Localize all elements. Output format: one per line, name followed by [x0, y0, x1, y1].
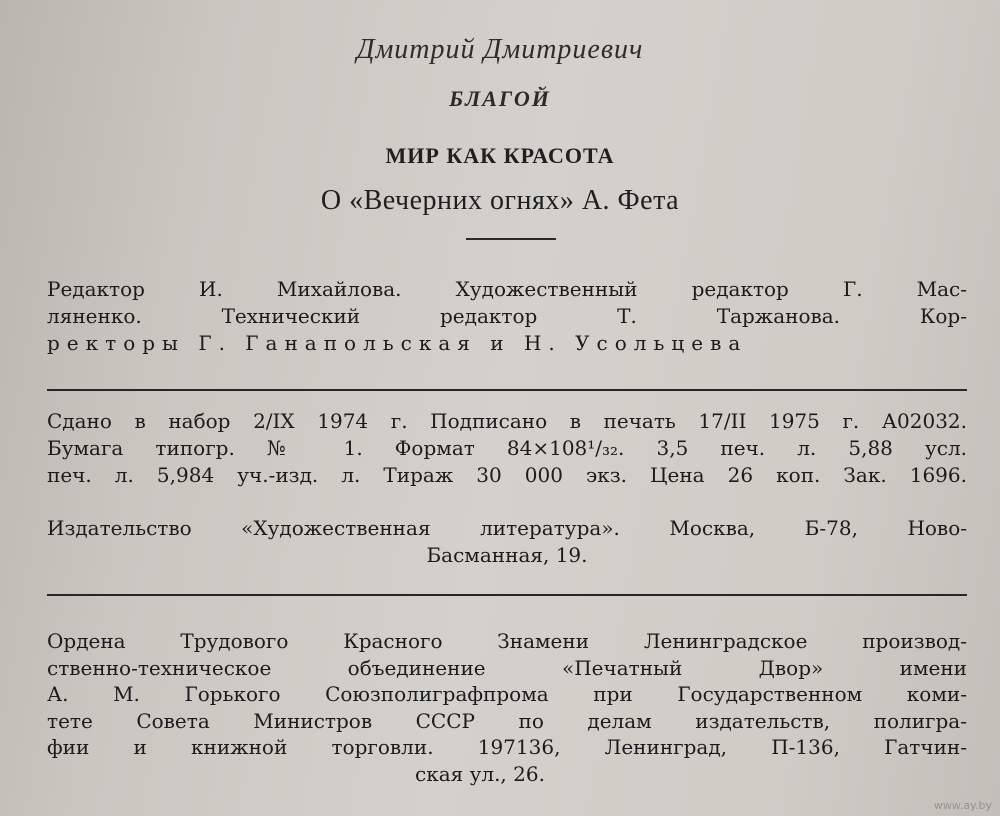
- watermark: www.ay.by: [933, 799, 992, 812]
- publisher-line: Издательство «Художественная литература». Москва, Б-78, Ново-: [47, 516, 967, 540]
- credits-line: ляненко. Технический редактор Т. Таржанова. Кор-: [47, 304, 967, 328]
- print-info-block: [47, 408, 967, 489]
- credits-line: ректоры Г. Ганапольская и Н. Усольцева: [47, 331, 748, 355]
- section-divider: [47, 594, 967, 596]
- author-surname: БЛАГОЙ: [449, 86, 551, 111]
- title-divider: [466, 238, 556, 240]
- author-name: Дмитрий Дмитриевич: [356, 34, 644, 65]
- section-divider: [47, 389, 967, 391]
- printer-line: фии и книжной торговли. 197136, Ленинград, П-136, Гатчин-: [47, 735, 967, 759]
- printer-line: ственно-техническое объединение «Печатный Двор» имени: [47, 655, 967, 680]
- book-title: МИР КАК КРАСОТА: [385, 143, 615, 168]
- printer-line: ская ул., 26.: [415, 761, 545, 786]
- printer-block: [47, 628, 967, 787]
- print-info-line: Сдано в набор 2/IX 1974 г. Подписано в печать 17/II 1975 г. А02032.: [47, 409, 967, 433]
- credits-block: [47, 276, 967, 357]
- publisher-line: Басманная, 19.: [426, 543, 588, 567]
- credits-line: Редактор И. Михайлова. Художественный редактор Г. Мас-: [47, 277, 967, 301]
- publisher-block: [47, 515, 967, 569]
- printer-line: тете Совета Министров СССР по делам издательств, полигра-: [47, 708, 967, 733]
- book-subtitle: О «Вечерних огнях» А. Фета: [320, 185, 680, 216]
- print-info-line: Бумага типогр. № 1. Формат 84×108¹/₃₂. 3,5 печ. л. 5,88 усл.: [47, 436, 967, 460]
- printer-line: А. М. Горького Союзполиграфпрома при Государственном коми-: [47, 682, 967, 706]
- print-info-line: печ. л. 5,984 уч.-изд. л. Тираж 30 000 экз. Цена 26 коп. Зак. 1696.: [47, 463, 967, 487]
- printer-line: Ордена Трудового Красного Знамени Ленинградское производ-: [47, 629, 967, 653]
